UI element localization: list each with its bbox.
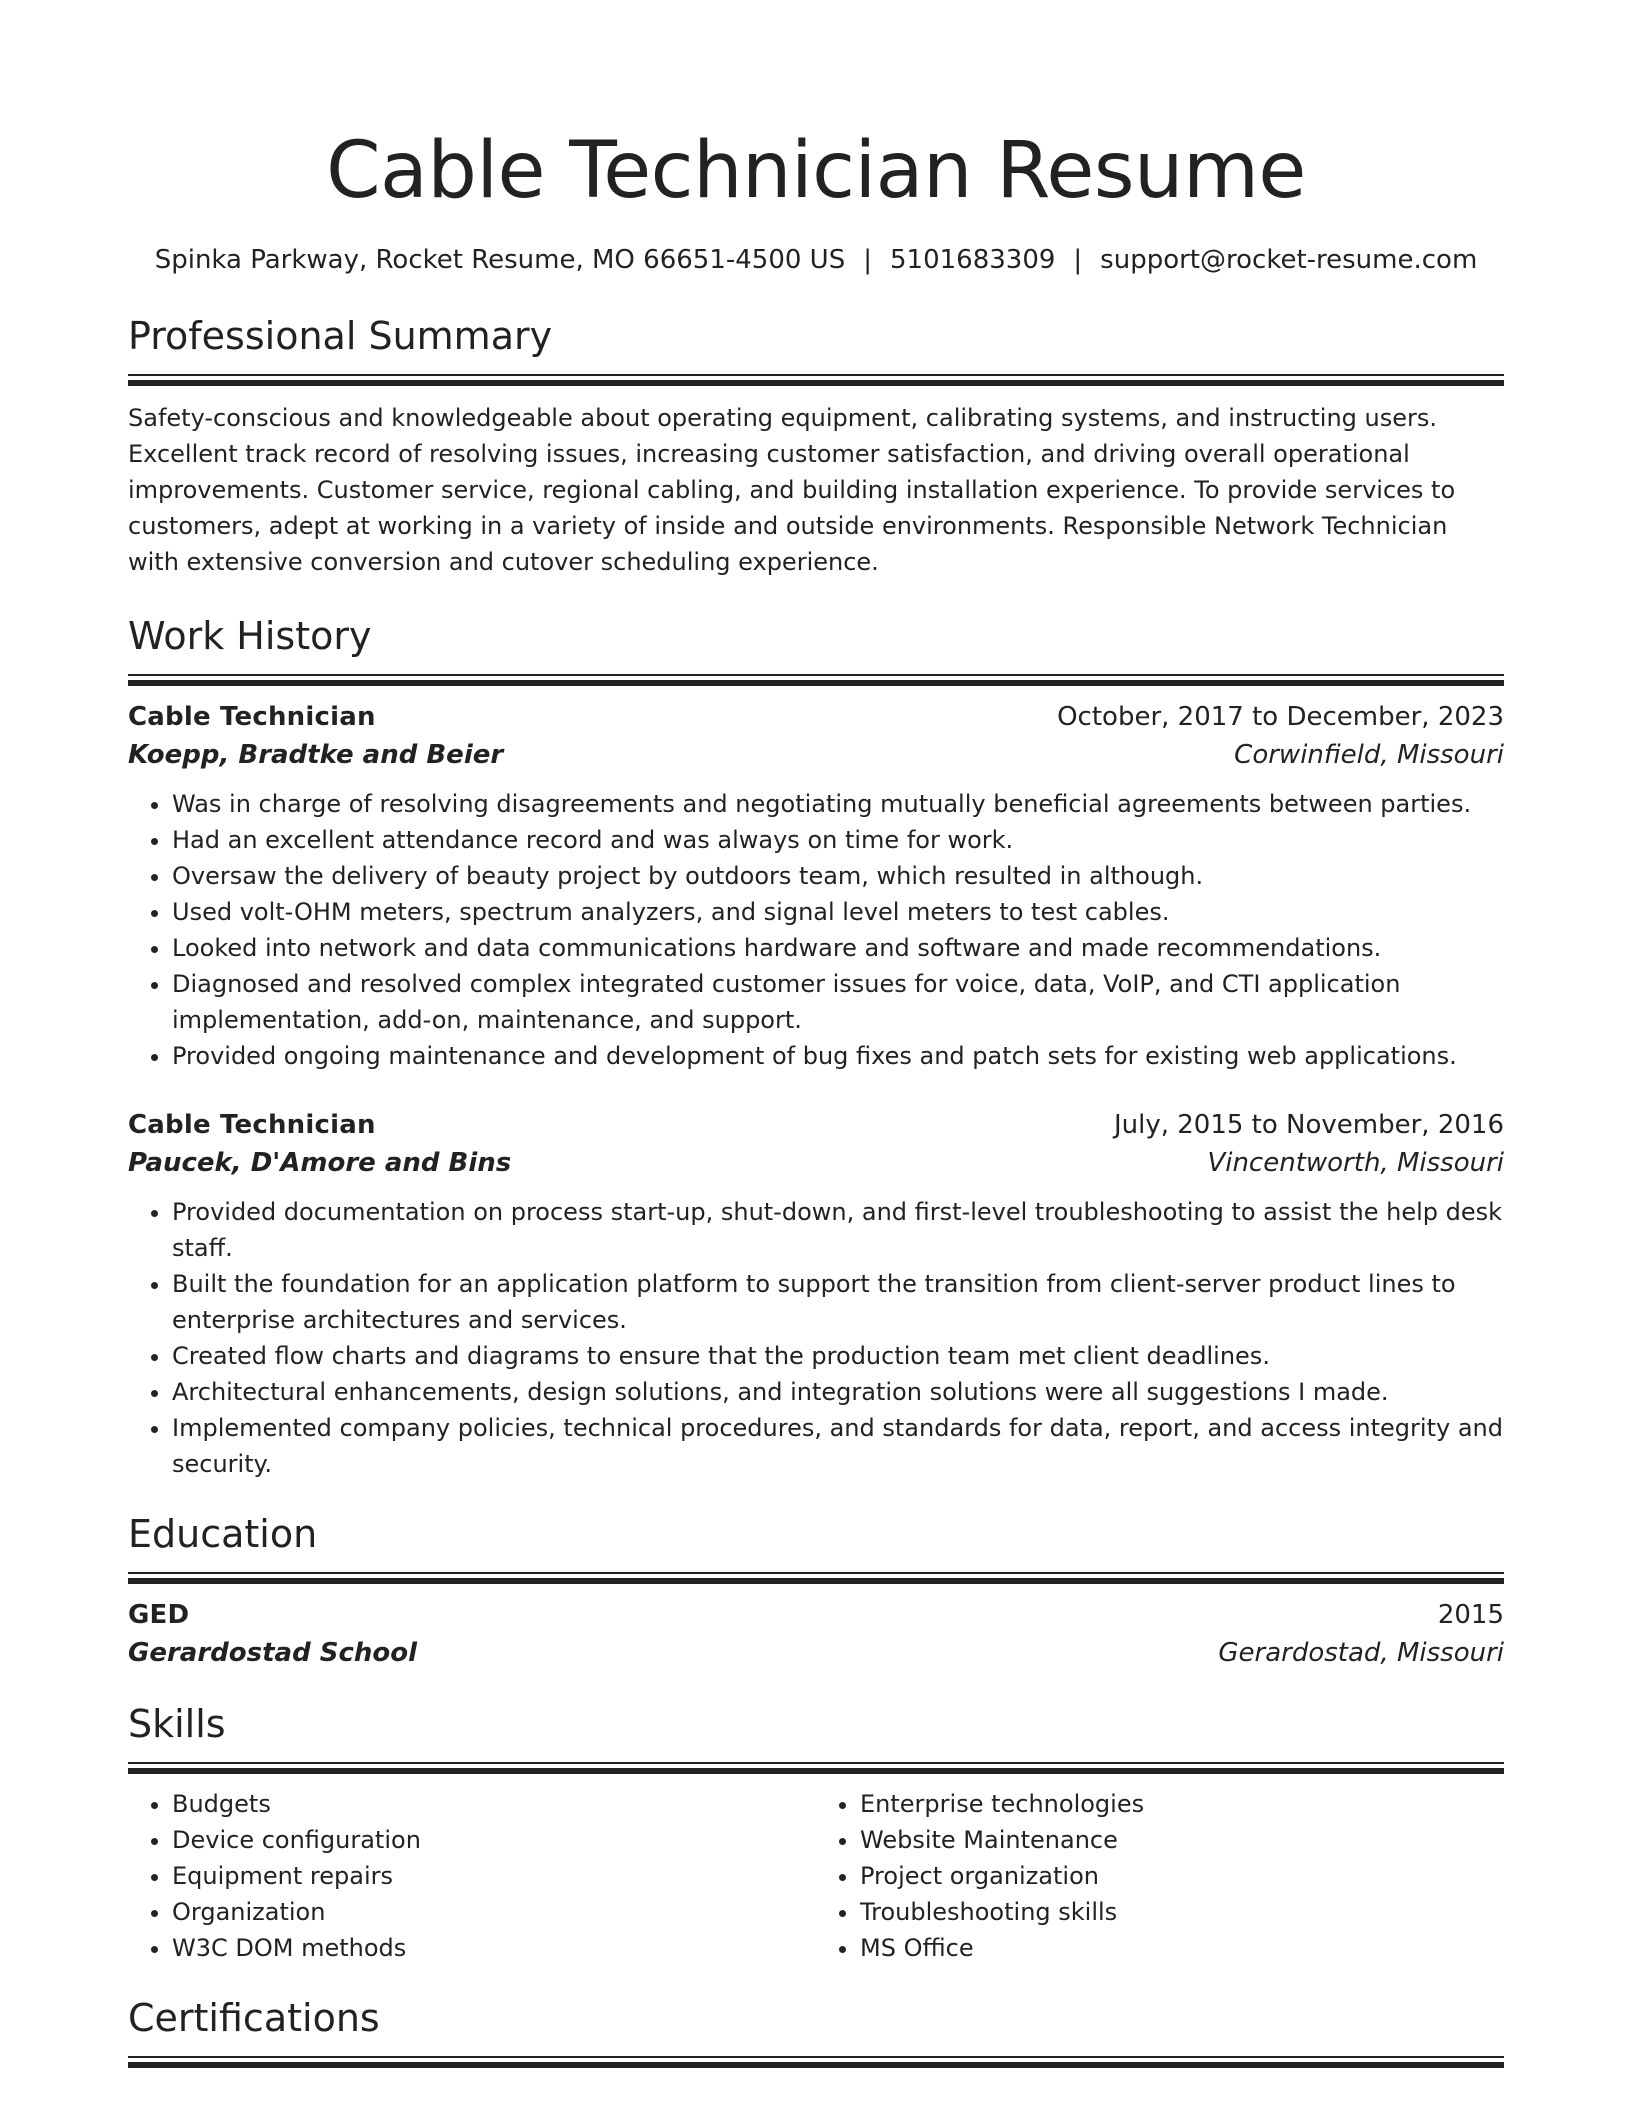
skill-item: • W3C DOM methods — [172, 1930, 816, 1966]
education-heading: Education — [128, 1512, 318, 1556]
job-bullet: • Looked into network and data communications hardware and software and made recommendations. — [172, 930, 1504, 966]
job-bullet: • Created flow charts and diagrams to ensure that the production team met client deadlines. — [172, 1338, 1504, 1374]
job-location: Vincentworth, Missouri — [1207, 1148, 1504, 1178]
summary-section — [128, 310, 1504, 580]
job-bullet: • Built the foundation for an application platform to support the transition from client-server product lines to enterprise architectures and services. — [172, 1266, 1504, 1338]
skills-left-column — [128, 1786, 816, 1966]
section-divider — [128, 2056, 1504, 2068]
job-company: Koepp, Bradtke and Beier — [128, 740, 504, 770]
certifications-heading: Certifications — [128, 1996, 380, 2040]
skills-heading: Skills — [128, 1702, 226, 1746]
job-company: Paucek, D'Amore and Bins — [128, 1148, 512, 1178]
contact-line — [128, 242, 1504, 278]
section-divider — [128, 1762, 1504, 1774]
section-divider — [128, 1572, 1504, 1584]
job-bullet: • Used volt-OHM meters, spectrum analyzers, and signal level meters to test cables. — [172, 894, 1504, 930]
resume-title: Cable Technician Resume — [326, 126, 1306, 216]
skill-item: • Enterprise technologies — [860, 1786, 1504, 1822]
contact-email: support@rocket-resume.com — [1100, 245, 1478, 275]
job-bullet: • Implemented company policies, technical procedures, and standards for data, report, and access integrity and security. — [172, 1410, 1504, 1482]
section-divider — [128, 674, 1504, 686]
skill-item: • Project organization — [860, 1858, 1504, 1894]
job-title: Cable Technician — [128, 702, 376, 732]
section-divider — [128, 374, 1504, 386]
contact-phone: 5101683309 — [889, 245, 1056, 275]
skill-item: • Website Maintenance — [860, 1822, 1504, 1858]
skill-item: • Equipment repairs — [172, 1858, 816, 1894]
education-year: 2015 — [1437, 1600, 1504, 1630]
work-history-heading: Work History — [128, 614, 372, 658]
skills-section — [128, 1698, 1504, 1966]
job-bullet: • Oversaw the delivery of beauty project by outdoors team, which resulted in although. — [172, 858, 1504, 894]
job-bullet: • Provided documentation on process start-up, shut-down, and first-level troubleshooting to assist the help desk staff. — [172, 1194, 1504, 1266]
job-location: Corwinfield, Missouri — [1234, 740, 1504, 770]
job-bullet: • Diagnosed and resolved complex integrated customer issues for voice, data, VoIP, and CTI application implementation, add-on, maintenance, and support. — [172, 966, 1504, 1038]
skill-item: • MS Office — [860, 1930, 1504, 1966]
job-bullets — [128, 1194, 1504, 1482]
job-title: Cable Technician — [128, 1110, 376, 1140]
job-bullet: • Architectural enhancements, design solutions, and integration solutions were all suggestions I made. — [172, 1374, 1504, 1410]
education-section — [128, 1508, 1504, 1672]
summary-text: Safety-conscious and knowledgeable about operating equipment, calibrating systems, and instructing users. Excellent track record of resolving issues, increasing customer satisfaction, and driving overall operational improvements. Customer service, regional cabling, and building installation experience. To provide services to customers, adept at working in a variety of inside and outside environments. Responsible Network Technician with extensive conversion and cutover scheduling experience. — [128, 404, 1456, 576]
certifications-section — [128, 1992, 1504, 2068]
contact-separator: | — [863, 245, 872, 275]
job-entry — [128, 698, 1504, 1074]
education-entry — [128, 1596, 1504, 1672]
skills-right-column — [816, 1786, 1504, 1966]
education-school: Gerardostad School — [128, 1638, 418, 1668]
job-bullet: • Was in charge of resolving disagreements and negotiating mutually beneficial agreements between parties. — [172, 786, 1504, 822]
skill-item: • Organization — [172, 1894, 816, 1930]
contact-address: Spinka Parkway, Rocket Resume, MO 66651-4500 US — [154, 245, 846, 275]
work-history-section — [128, 610, 1504, 1482]
job-bullet: • Had an excellent attendance record and was always on time for work. — [172, 822, 1504, 858]
job-entry — [128, 1106, 1504, 1482]
skills-columns — [128, 1786, 1504, 1966]
job-dates: July, 2015 to November, 2016 — [1113, 1110, 1504, 1140]
job-bullet: • Provided ongoing maintenance and development of bug fixes and patch sets for existing web applications. — [172, 1038, 1504, 1074]
education-degree: GED — [128, 1600, 190, 1630]
summary-heading: Professional Summary — [128, 314, 553, 358]
skill-item: • Budgets — [172, 1786, 816, 1822]
job-bullets — [128, 786, 1504, 1074]
skill-item: • Troubleshooting skills — [860, 1894, 1504, 1930]
job-dates: October, 2017 to December, 2023 — [1057, 702, 1504, 732]
education-location: Gerardostad, Missouri — [1218, 1638, 1504, 1668]
skill-item: • Device configuration — [172, 1822, 816, 1858]
contact-separator: | — [1073, 245, 1083, 275]
